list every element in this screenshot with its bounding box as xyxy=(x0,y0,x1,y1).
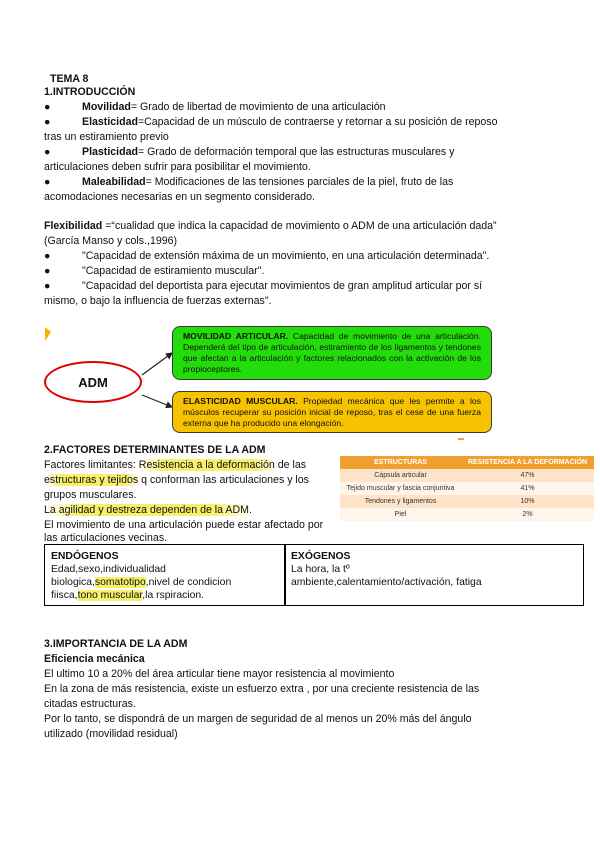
tema-title: TEMA 8 xyxy=(50,73,89,85)
decorative-dash xyxy=(458,438,464,440)
list-item: ● Maleabilidad= Modificaciones de las tensiones parciales de la piel, fruto de las xyxy=(44,176,454,188)
table-header: ESTRUCTURAS xyxy=(340,456,461,469)
table-header: RESISTENCIA A LA DEFORMACIÓN xyxy=(461,456,594,469)
table-row: Tejido muscular y fascia conjuntiva 41% xyxy=(340,482,594,495)
list-item: ● "Capacidad del deportista para ejecutar movimientos de gran amplitud articular por sí xyxy=(44,280,483,292)
list-item: ● Elasticidad=Capacidad de un músculo de contraerse y retornar a su posición de reposo xyxy=(44,116,498,128)
list-item-cont: acomodaciones necesarias en un segmento considerado. xyxy=(44,191,315,203)
paragraph-line: El ultimo 10 a 20% del área articular tiene mayor resistencia al movimiento xyxy=(44,668,395,680)
bullet: ● xyxy=(44,101,51,113)
table-row: Tendones y ligamentos 10% xyxy=(340,495,594,508)
section-1-title: 1.INTRODUCCIÓN xyxy=(44,86,136,98)
paragraph-line: Por lo tanto, se dispondrá de un margen de seguridad de al menos un 20% más del ángulo xyxy=(44,713,472,725)
factores-line: las articulaciones vecinas. xyxy=(44,532,168,544)
list-item: ● "Capacidad de estiramiento muscular". xyxy=(44,265,265,277)
paragraph-line: citadas estructuras. xyxy=(44,698,136,710)
endogenos-column: ENDÓGENOS Edad,sexo,individualidad biologica,somatotipo,nivel de condicion fiisca,tono muscular,la rspiracion. xyxy=(51,551,232,601)
flexibilidad-source: (García Manso y cols.,1996) xyxy=(44,235,178,247)
list-item: ● Movilidad= Grado de libertad de movimiento de una articulación xyxy=(44,101,386,113)
paragraph-line: En la zona de más resistencia, existe un esfuerzo extra , por una creciente resistencia de las xyxy=(44,683,480,695)
adm-ellipse: ADM xyxy=(44,361,142,403)
column-divider xyxy=(284,545,286,605)
factores-line: La agilidad y destreza dependen de la ADM. xyxy=(44,504,252,516)
flexibilidad-definition: Flexibilidad =“cualidad que indica la capacidad de movimiento o ADM de una articulación dada” xyxy=(44,220,497,232)
bookmark-icon xyxy=(45,327,51,341)
bullet: ● xyxy=(44,116,51,128)
factores-line: estructuras y tejidos q conforman las articulaciones y los xyxy=(44,474,309,486)
bullet: ● xyxy=(44,176,51,188)
bullet: ● xyxy=(44,146,51,158)
list-item-cont: mismo, o bajo la influencia de fuerzas externas". xyxy=(44,295,272,307)
list-item-cont: articulaciones deben sufrir para posibilitar el movimiento. xyxy=(44,161,311,173)
factores-line: Factores limitantes: Resistencia a la deformación de las xyxy=(44,459,307,471)
endo-exo-box xyxy=(44,544,584,606)
section-2-title: 2.FACTORES DETERMINANTES DE LA ADM xyxy=(44,444,266,456)
list-item: ● Plasticidad= Grado de deformación temporal que las estructuras musculares y xyxy=(44,146,455,158)
list-item: ● "Capacidad de extensión máxima de un movimiento, en una articulación determinada". xyxy=(44,250,490,262)
arrow-up xyxy=(142,353,172,375)
table-row: Cápsula articular 47% xyxy=(340,469,594,482)
factores-line: grupos musculares. xyxy=(44,489,137,501)
factores-line: El movimiento de una articulación puede estar afectado por xyxy=(44,519,324,531)
subtitle: Eficiencia mecánica xyxy=(44,653,145,665)
list-item-cont: tras un estiramiento previo xyxy=(44,131,169,143)
arrow-down xyxy=(142,395,172,407)
diagram-arrows xyxy=(140,345,176,415)
table-row: Piel 2% xyxy=(340,508,594,521)
movilidad-box: MOVILIDAD ARTICULAR. Capacidad de movimiento de una articulación. Dependerá del tipo de articulación, estiramiento de los ligamentos y tendones que afectan a la articulación y factores relacionados con la activación de los propioceptores. xyxy=(172,326,492,380)
elasticidad-box: ELASTICIDAD MUSCULAR. Propiedad mecánica que les permite a los músculos recuperar su posición inicial de reposo, tras el cese de una fuerza externa que ha producido una elongación. xyxy=(172,391,492,433)
exogenos-column: EXÓGENOS La hora, la tº ambiente,calentamiento/activación, fatiga xyxy=(291,551,482,588)
resistance-table xyxy=(340,456,594,521)
paragraph-line: utilizado (movilidad residual) xyxy=(44,728,178,740)
section-3-title: 3.IMPORTANCIA DE LA ADM xyxy=(44,638,188,650)
